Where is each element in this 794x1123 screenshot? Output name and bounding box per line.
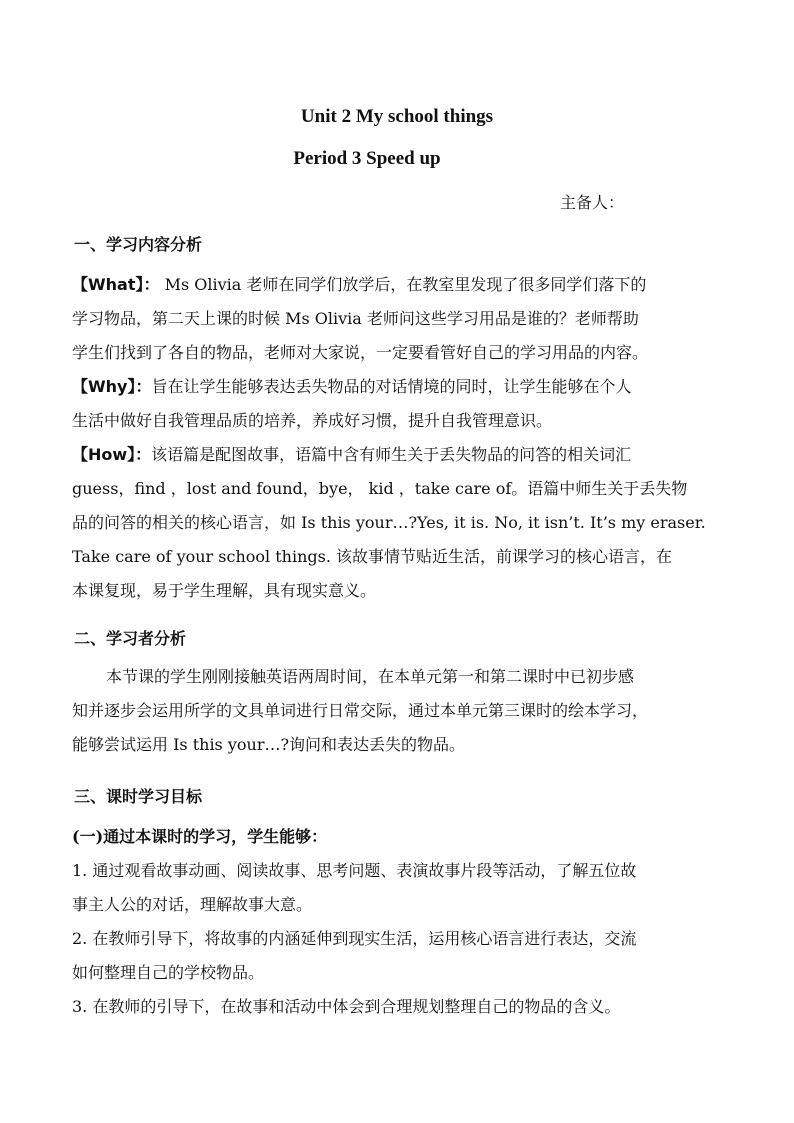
- section-heading-learner-analysis: 二、学习者分析: [74, 629, 187, 648]
- how-text: 该语篇是配图故事，语篇中含有师生关于丢失物品的问答的相关词汇: [151, 445, 632, 464]
- goal-item-line: 1. 通过观看故事动画、阅读故事、思考问题、表演故事片段等活动，了解五位故: [72, 861, 637, 880]
- document-subtitle: Period 3 Speed up: [293, 148, 441, 169]
- what-text: Ms Olivia 老师在同学们放学后，在教室里发现了很多同学们落下的: [159, 275, 647, 294]
- how-paragraph-line: Take care of your school things. 该故事情节贴近生活，前课学习的核心语言，在: [72, 547, 673, 566]
- author-label: 主备人：: [560, 193, 625, 212]
- document-title: Unit 2 My school things: [300, 106, 494, 127]
- section-heading-content-analysis: 一、学习内容分析: [74, 235, 203, 254]
- how-paragraph-line: guess，find ，lost and found，bye， kid ，take care of。语篇中师生关于丢失物: [72, 479, 688, 498]
- how-paragraph-line: 品的问答的相关的核心语言，如 Is this your…?Yes, it is. No, it isn’t. It’s my eraser.: [72, 513, 706, 532]
- how-paragraph-line: [72, 442, 722, 465]
- why-text: 旨在让学生能够表达丢失物品的对话情境的同时，让学生能够在个人: [151, 377, 632, 396]
- section-heading-learning-goals: 三、课时学习目标: [74, 787, 203, 806]
- learner-paragraph-line: 能够尝试运用 Is this your…?询问和表达丢失的物品。: [72, 735, 466, 754]
- how-paragraph-line: 本课复现，易于学生理解，具有现实意义。: [72, 581, 377, 600]
- goals-subheading: (一)通过本课时的学习，学生能够：: [72, 827, 328, 846]
- learner-paragraph-line: 本节课的学生刚刚接触英语两周时间，在本单元第一和第二课时中已初步感: [106, 667, 635, 686]
- goal-item-line: 事主人公的对话，理解故事大意。: [72, 895, 313, 914]
- why-label: 【Why】：: [72, 377, 152, 396]
- why-paragraph-line: [72, 374, 722, 397]
- learner-paragraph-line: 知并逐步会运用所学的文具单词进行日常交际，通过本单元第三课时的绘本学习，: [72, 701, 649, 720]
- what-paragraph-line: 学习物品，第二天上课的时候 Ms Olivia 老师问这些学习用品是谁的？老师帮助: [72, 309, 639, 328]
- goal-item-line: 如何整理自己的学校物品。: [72, 963, 265, 982]
- why-paragraph-line: 生活中做好自我管理品质的培养，养成好习惯，提升自我管理意识。: [72, 411, 553, 430]
- goal-item-line: 3. 在教师的引导下，在故事和活动中体会到合理规划整理自己的物品的含义。: [72, 997, 621, 1016]
- how-label: 【How】：: [72, 445, 152, 464]
- what-paragraph-line: 学生们找到了各自的物品，老师对大家说，一定要看管好自己的学习用品的内容。: [72, 343, 649, 362]
- goal-item-line: 2. 在教师引导下，将故事的内涵延伸到现实生活，运用核心语言进行表达，交流: [72, 929, 637, 948]
- what-paragraph-line: [72, 272, 722, 295]
- what-label: 【What】：: [72, 275, 160, 294]
